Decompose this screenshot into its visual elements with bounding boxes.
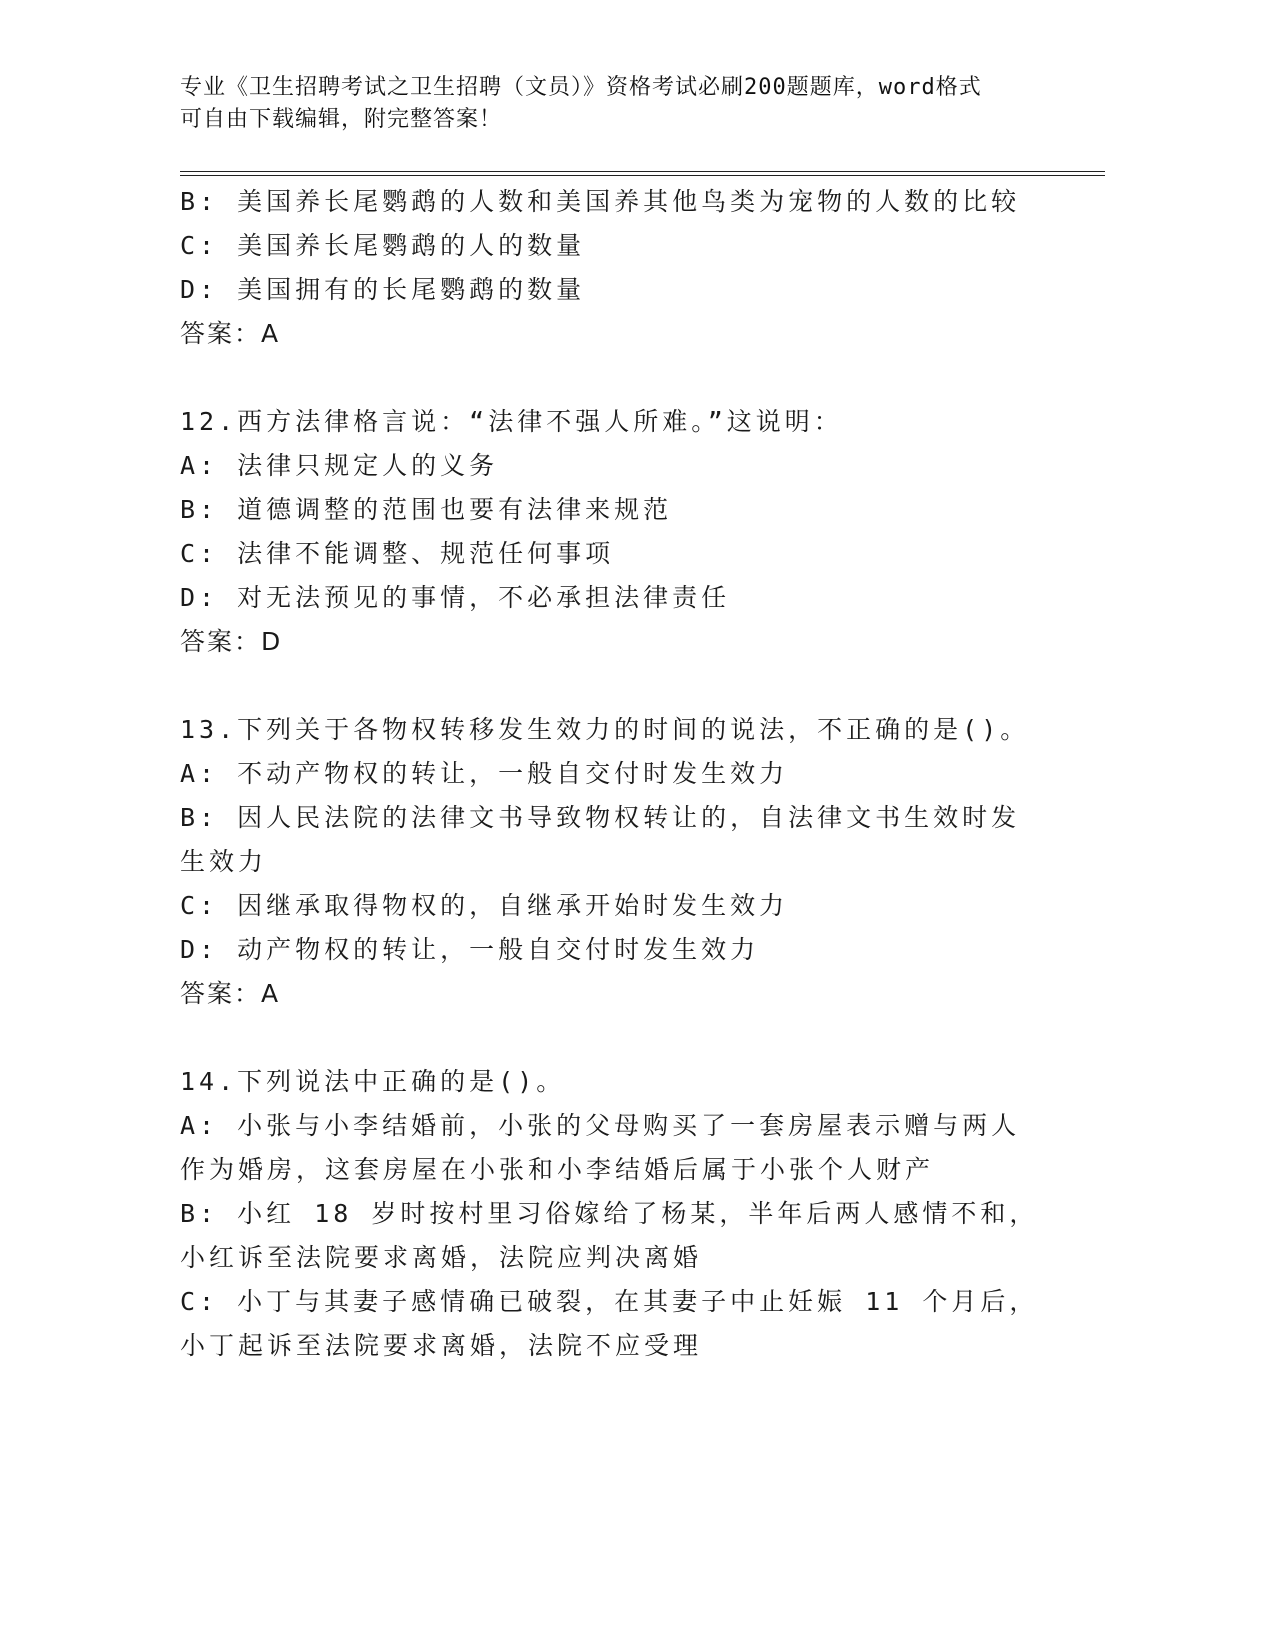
option-b: B: 美国养长尾鹦鹉的人数和美国养其他鸟类为宠物的人数的比较 bbox=[180, 187, 1021, 216]
document-header bbox=[180, 72, 1040, 136]
header-divider-top bbox=[180, 171, 1105, 172]
question-13 bbox=[180, 708, 1040, 1016]
document-body bbox=[180, 180, 1040, 1368]
option-b: B: 道德调整的范围也要有法律来规范 bbox=[180, 495, 673, 524]
header-divider-bottom bbox=[180, 175, 1105, 176]
option-c: C: 美国养长尾鹦鹉的人的数量 bbox=[180, 231, 586, 260]
question-stem: 14.下列说法中正确的是()。 bbox=[180, 1067, 566, 1096]
option-a: A: 法律只规定人的义务 bbox=[180, 451, 499, 480]
option-d: D: 动产物权的转让，一般自交付时发生效力 bbox=[180, 935, 760, 964]
option-a: A: 小张与小李结婚前，小张的父母购买了一套房屋表示赠与两人作为婚房，这套房屋在小张和小李结婚后属于小张个人财产 bbox=[180, 1111, 1021, 1184]
answer: 答案：A bbox=[180, 319, 281, 348]
option-c: C: 法律不能调整、规范任何事项 bbox=[180, 539, 615, 568]
question-12 bbox=[180, 400, 1040, 664]
header-line-1: 专业《卫生招聘考试之卫生招聘（文员）》资格考试必刷200题题库，word格式 bbox=[180, 75, 982, 100]
question-stem: 13.下列关于各物权转移发生效力的时间的说法，不正确的是()。 bbox=[180, 715, 1030, 744]
answer: 答案：D bbox=[180, 627, 283, 656]
answer: 答案：A bbox=[180, 979, 281, 1008]
question-stem: 12.西方法律格言说：“法律不强人所难。”这说明： bbox=[180, 407, 843, 436]
question-14 bbox=[180, 1060, 1040, 1368]
option-b: B: 小红 18 岁时按村里习俗嫁给了杨某，半年后两人感情不和，小红诉至法院要求离婚，法院应判决离婚 bbox=[180, 1199, 1039, 1272]
option-d: D: 对无法预见的事情，不必承担法律责任 bbox=[180, 583, 731, 612]
option-a: A: 不动产物权的转让，一般自交付时发生效力 bbox=[180, 759, 789, 788]
option-c: C: 因继承取得物权的，自继承开始时发生效力 bbox=[180, 891, 789, 920]
question-11 bbox=[180, 180, 1040, 356]
option-b: B: 因人民法院的法律文书导致物权转让的，自法律文书生效时发生效力 bbox=[180, 803, 1021, 876]
option-c: C: 小丁与其妻子感情确已破裂，在其妻子中止妊娠 11 个月后，小丁起诉至法院要求离婚，法院不应受理 bbox=[180, 1287, 1039, 1360]
option-d: D: 美国拥有的长尾鹦鹉的数量 bbox=[180, 275, 586, 304]
header-line-2: 可自由下载编辑，附完整答案！ bbox=[180, 107, 503, 132]
